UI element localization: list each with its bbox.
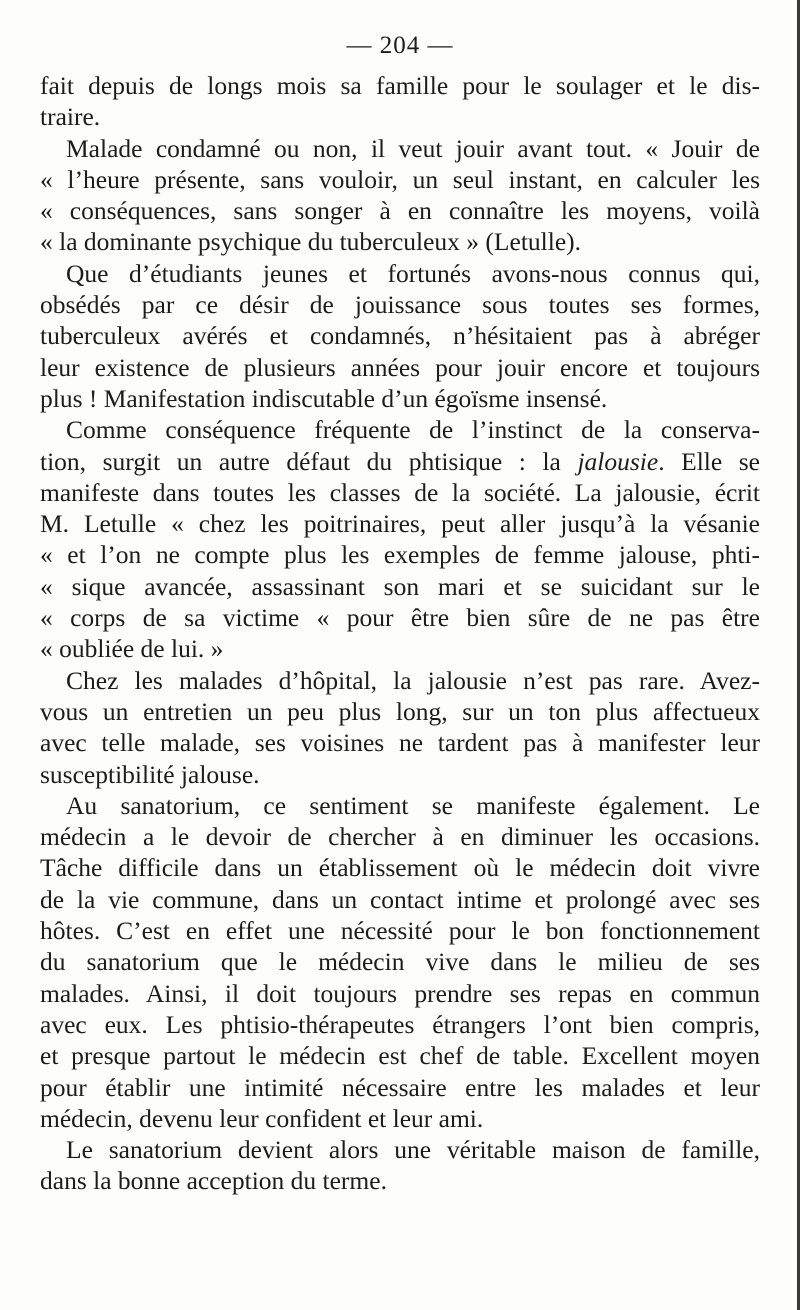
text-line: médecin, devenu leur confident et leur ami. (40, 1103, 484, 1133)
text-line: médecin a le devoir de chercher à en diminuer les occasions. (40, 822, 760, 852)
text-line: obsédés par ce désir de jouissance sous toutes ses formes, (40, 290, 760, 320)
text-line: « l’heure présente, sans vouloir, un seul instant, en calculer les (40, 164, 760, 194)
text-line: pour établir une intimité nécessaire entre les malades et leur (40, 1072, 760, 1102)
body-text (40, 70, 760, 1197)
text-line: malades. Ainsi, il doit toujours prendre ses repas en commun (40, 978, 760, 1008)
text-line: du sanatorium que le médecin vive dans le milieu de ses (40, 947, 760, 977)
text-line: Comme conséquence fréquente de l’instinct de la conserva- (66, 415, 760, 445)
text-line: vous un entretien un peu plus long, sur un ton plus affectueux (40, 696, 760, 726)
text-line: M. Letulle « chez les poitrinaires, peut aller jusqu’à la vésanie (40, 509, 760, 539)
text-line: et presque partout le médecin est chef de table. Excellent moyen (40, 1041, 760, 1071)
text-line: tion, surgit un autre défaut du phtisique : la jalousie. Elle se (40, 446, 761, 476)
text-line: leur existence de plusieurs années pour jouir encore et toujours (40, 352, 760, 382)
text-line: tuberculeux avérés et condamnés, n’hésitaient pas à abréger (40, 321, 760, 351)
text-line: Le sanatorium devient alors une véritable maison de famille, (66, 1135, 760, 1165)
text-line: « corps de sa victime « pour être bien sûre de ne pas être (40, 603, 760, 633)
text-line: avec eux. Les phtisio-thérapeutes étrangers l’ont bien compris, (40, 1009, 760, 1039)
text-line: Au sanatorium, ce sentiment se manifeste également. Le (66, 790, 760, 820)
text-line: « conséquences, sans songer à en connaître les moyens, voilà (40, 196, 760, 226)
text-line: avec telle malade, ses voisines ne tardent pas à manifester leur (40, 728, 760, 758)
text-line: « sique avancée, assassinant son mari et se suicidant sur le (40, 571, 760, 601)
text-line: traire. (40, 102, 101, 132)
text-line: Tâche difficile dans un établissement où le médecin doit vivre (40, 853, 760, 883)
text-line: « oubliée de lui. » (40, 634, 224, 664)
text-line: Malade condamné ou non, il veut jouir avant tout. « Jouir de (66, 133, 760, 163)
text-line: « et l’on ne compte plus les exemples de femme jalouse, phti- (40, 540, 760, 570)
text-line: fait depuis de longs mois sa famille pour le soulager et le dis- (40, 71, 760, 100)
text-line: Chez les malades d’hôpital, la jalousie n’est pas rare. Avez- (66, 665, 760, 695)
text-line: manifeste dans toutes les classes de la société. La jalousie, écrit (40, 477, 760, 507)
text-line: plus ! Manifestation indiscutable d’un égoïsme insensé. (40, 383, 608, 413)
text-line: Que d’étudiants jeunes et fortunés avons-nous connus qui, (66, 258, 760, 288)
text-line: « la dominante psychique du tuberculeux » (Letulle). (40, 227, 582, 257)
text-line: susceptibilité jalouse. (40, 759, 260, 789)
text-line: hôtes. C’est en effet une nécessité pour le bon fonctionnement (40, 916, 760, 946)
text-line: dans la bonne acception du terme. (40, 1166, 387, 1196)
page-number: — 204 — (346, 32, 454, 59)
text-line: de la vie commune, dans un contact intime et prolongé avec ses (40, 884, 760, 914)
